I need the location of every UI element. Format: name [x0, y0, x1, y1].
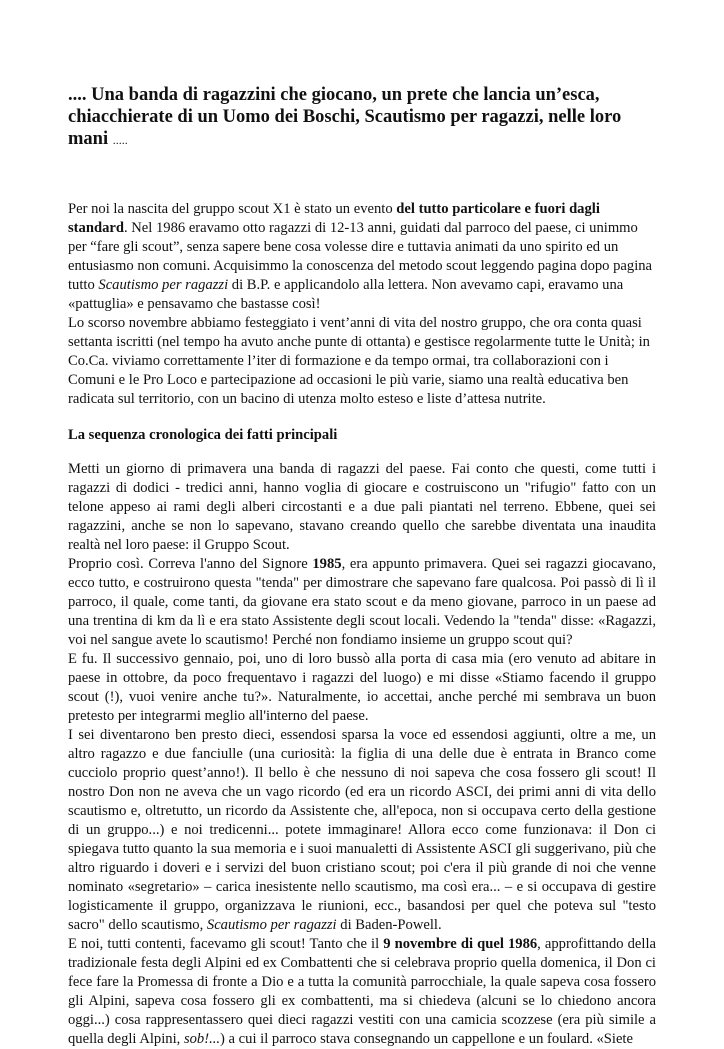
- document-title: [68, 84, 656, 151]
- title-line-1: .... Una banda di ragazzini che giocano, un prete che lancia un’esca,: [68, 85, 600, 105]
- title-line-2: chiacchierate di un Uomo dei Boschi, Scautismo per ragazzi, nelle loro mani: [68, 107, 622, 149]
- intro-paragraph-1: [68, 200, 656, 314]
- text-run: di B.P. e applicandolo alla lettera. Non avevamo capi, eravamo una «pattuglia» e pensavamo che bastasse così!: [68, 277, 624, 312]
- text-run: . Nel 1986 eravamo otto ragazzi di 12-13 anni, guidati dal parroco del paese, ci unimmo per “fare gli scout”, senza sapere bene cosa volesse dire e tuttavia animati da uno spirito ed un entusiasmo non comuni. Acquisimmo la conoscenza del metodo scout leggendo pagina dopo pagina tutto: [68, 220, 653, 293]
- text-run: Proprio così. Correva l'anno del Signore: [68, 555, 313, 572]
- body-paragraph-4: [68, 726, 656, 935]
- text-run: E noi, tutti contenti, facevamo gli scout! Tanto che il: [68, 935, 384, 952]
- text-run: Per noi la nascita del gruppo scout X1 è stato un evento: [68, 201, 397, 217]
- body-paragraph-5: [68, 935, 656, 1049]
- date-bold: 9 novembre di quel 1986: [383, 935, 538, 952]
- text-run: , era appunto primavera. Quei sei ragazzi giocavano, ecco tutto, e costruirono questa "tenda" per dimostrare che sapevano fare qualcosa. Poi passò di lì il parroco, il quale, come tanti, da giovane era stato scout e da meno giovane, parroco in un paese ad una trentina di km da lì e era stato Assistente degli scout locali. Vedendo la "tenda" disse: «Ragazzi, voi nel sangue avete lo scautismo! Perché non fondiamo insieme un gruppo scout qui?: [68, 555, 656, 648]
- year-bold: 1985: [312, 555, 342, 572]
- document-page: [68, 84, 656, 1049]
- italic-run: sob!...: [183, 1030, 221, 1047]
- section-heading: La sequenza cronologica dei fatti principali: [68, 427, 338, 443]
- text-run: di Baden-Powell.: [336, 916, 442, 933]
- text-run: , approfittando della tradizionale festa degli Alpini ed ex Combattenti che si celebrava proprio quella domenica, il Don ci fece fare la Promessa di fronte a Dio e a tutta la comunità parrocchiale, la quale sapeva cosa fossero gli Alpini, sapeva cosa fossero gli ex combattenti, ma si chiedeva (alcuni se lo chiedono ancora oggi...) cosa rappresentassero quei dieci ragazzi vestiti con una camicia scozzese (era più simile a quella degli Alpini,: [68, 935, 656, 1047]
- intro-paragraph-2: Lo scorso novembre abbiamo festeggiato i vent’anni di vita del nostro gruppo, che ora conta quasi settanta iscritti (nel tempo ha avuto anche punte di ottanta) e gestisce regolarmente tutte le Unità; in Co.Ca. viviamo correttamente l’iter di formazione e da tempo ormai, tra collaborazioni con i Comuni e le Pro Loco e partecipazione ad occasioni le più varie, siamo una realtà educativa ben radicata sul territorio, con un bacino di utenza molto esteso e liste d’attesa nutrite.: [68, 315, 650, 407]
- text-run: I sei diventarono ben presto dieci, essendosi sparsa la voce ed essendosi aggiunti, oltre a me, un altro ragazzo e due fanciulle (una curiosità: la figlia di una delle due è entrata in Branco come cucciolo proprio quest’anno!). Il bello è che nessuno di noi sapeva che cosa fossero gli scout! Il nostro Don non ne aveva che un vago ricordo (ed era un ricordo ASCI, dei primi anni di vita dello scautismo e, oltretutto, un ricordo da Assistente che, all'epoca, non si occupava certo della gestione di un gruppo...) e noi tredicenni... potete immaginare! Allora ecco come funzionava: il Don ci spiegava tutto quanto la sua memoria e i suoi manualetti di Assistente ASCI gli suggerivano, più che altro riguardo i doveri e i servizi del buon cristiano scout; poi c'era il più grande di noi che venne nominato «segretario» – carica inesistente nello scautismo, ma così era... – e si occupava di gestire logisticamente il gruppo, organizzava le riunioni, ecc., basandosi per quel che poteva sul "testo sacro" dello scautismo,: [68, 726, 656, 933]
- body-paragraph-1: Metti un giorno di primavera una banda di ragazzi del paese. Fai conto che questi, come tutti i ragazzi di dodici - tredici anni, hanno voglia di giocare e costruiscono un "rifugio" fatto con un telone appeso ai rami degli alberi circostanti e a due pali piantati nel terreno. Ebbene, quei sei ragazzini, anche se non lo sapevano, stavano creando quello che sarebbe diventata una inaudita realtà nel loro paese: il Gruppo Scout.: [68, 460, 656, 553]
- body-paragraph-2: [68, 555, 656, 650]
- title-dots: .....: [112, 133, 128, 147]
- book-title-italic: Scautismo per ragazzi: [206, 916, 337, 933]
- book-title-italic: Scautismo per ragazzi: [98, 277, 229, 293]
- text-run: ) a cui il parroco stava consegnando un cappellone e un foulard. «Siete: [220, 1030, 633, 1047]
- body-paragraph-3: E fu. Il successivo gennaio, poi, uno di loro bussò alla porta di casa mia (ero venuto ad abitare in paese in ottobre, da poco frequentavo i ragazzi del luogo) e mi disse «Stiamo facendo il gruppo scout (!), vuoi venire anche tu?». Naturalmente, io accettai, anche perché mi sembrava un buon pretesto per integrarmi meglio all'interno del paese.: [68, 650, 656, 724]
- bold-run: del tutto particolare e fuori dagli standard: [68, 201, 600, 236]
